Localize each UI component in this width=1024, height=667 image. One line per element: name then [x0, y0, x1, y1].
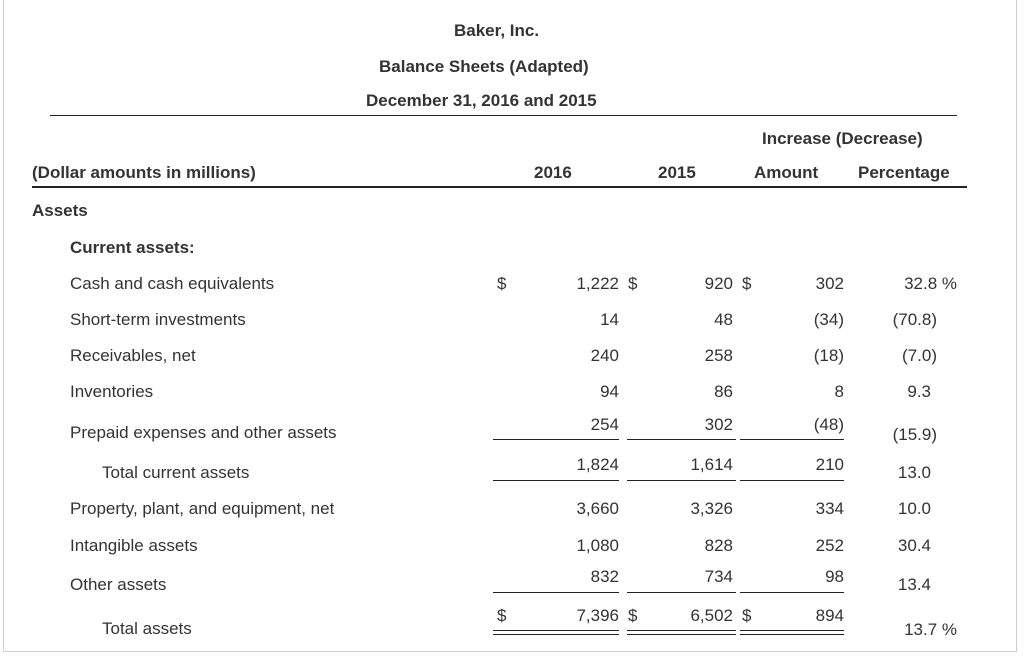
value-2016: 1,222: [576, 274, 619, 293]
value-percentage: 32.8 %: [904, 274, 957, 293]
total-rule-amount: [740, 480, 844, 481]
row-label-receivables: Receivables, net: [70, 346, 196, 365]
value-2016: 1,080: [576, 536, 619, 555]
value-amount: (18): [813, 346, 844, 365]
header-rule: [32, 186, 967, 188]
value-2015: 302: [704, 415, 733, 434]
value-2015: 828: [704, 536, 733, 555]
column-amount: Amount: [754, 163, 819, 182]
double-rule-2015-top: [627, 630, 736, 631]
currency-symbol: $: [742, 274, 752, 293]
value-2015: 6,502: [690, 606, 733, 625]
value-2016: 94: [600, 382, 619, 401]
value-2016: 14: [600, 310, 619, 329]
current-assets-heading: Current assets:: [70, 238, 195, 257]
value-2016: 240: [590, 346, 619, 365]
double-rule-amount-top: [740, 630, 844, 631]
currency-symbol: $: [628, 274, 638, 293]
row-label-intangible-assets: Intangible assets: [70, 536, 198, 555]
double-rule-2016-top: [493, 630, 619, 631]
row-label-inventories: Inventories: [70, 382, 154, 401]
value-percentage: 30.4: [897, 536, 931, 555]
value-2015: 3,326: [690, 499, 733, 518]
value-2015: 48: [714, 310, 733, 329]
value-amount: 302: [815, 274, 844, 293]
currency-symbol: $: [742, 606, 752, 625]
subtotal-rule-amount: [740, 592, 844, 593]
column-2016: 2016: [534, 163, 572, 182]
value-2016: 3,660: [576, 499, 619, 518]
value-amount: 252: [815, 536, 844, 555]
statement-period: December 31, 2016 and 2015: [366, 91, 597, 110]
row-label-ppe: Property, plant, and equipment, net: [70, 499, 335, 518]
assets-heading: Assets: [32, 201, 88, 220]
balance-sheet-document: [3, 0, 1017, 652]
statement-title: Balance Sheets (Adapted): [379, 57, 589, 76]
value-amount: 210: [815, 455, 844, 474]
value-2015: 734: [704, 567, 733, 586]
value-2016: 832: [590, 567, 619, 586]
value-percentage: 13.4: [897, 575, 931, 594]
title-rule: [50, 115, 957, 116]
value-2015: 86: [714, 382, 733, 401]
subtotal-rule-2016: [493, 592, 619, 593]
value-amount: (34): [813, 310, 844, 329]
currency-symbol: $: [497, 606, 507, 625]
currency-symbol: $: [497, 274, 507, 293]
row-label-total-assets: Total assets: [102, 619, 192, 638]
row-label-cash: Cash and cash equivalents: [70, 274, 275, 293]
value-amount: 894: [815, 606, 844, 625]
subtotal-rule-amount: [740, 439, 844, 440]
subtotal-rule-2015: [627, 592, 736, 593]
column-percentage: Percentage: [858, 163, 950, 182]
value-2016: 1,824: [576, 455, 619, 474]
value-percentage: (15.9): [892, 425, 937, 444]
row-label-short-term-investments: Short-term investments: [70, 310, 246, 329]
subtotal-rule-2015: [627, 439, 736, 440]
value-amount: 8: [834, 382, 844, 401]
value-percentage: 9.3: [907, 382, 931, 401]
double-rule-2016-bottom: [493, 634, 619, 635]
total-rule-2016: [493, 480, 619, 481]
value-percentage: (7.0): [902, 346, 937, 365]
value-2015: 258: [704, 346, 733, 365]
value-percentage: 10.0: [897, 499, 931, 518]
row-label-total-current-assets: Total current assets: [102, 463, 250, 482]
value-amount: 98: [825, 567, 844, 586]
row-label-prepaid-expenses: Prepaid expenses and other assets: [70, 423, 337, 442]
row-label-other-assets: Other assets: [70, 575, 167, 594]
dollar-amounts-label: (Dollar amounts in millions): [32, 163, 256, 182]
value-2015: 920: [704, 274, 733, 293]
value-percentage: 13.7 %: [904, 620, 957, 639]
value-amount: (48): [813, 415, 844, 434]
increase-decrease-heading: Increase (Decrease): [762, 129, 923, 148]
value-amount: 334: [815, 499, 844, 518]
value-2015: 1,614: [690, 455, 733, 474]
company-name: Baker, Inc.: [454, 21, 540, 40]
value-2016: 7,396: [576, 606, 619, 625]
total-rule-2015: [627, 480, 736, 481]
currency-symbol: $: [628, 606, 638, 625]
double-rule-amount-bottom: [740, 634, 844, 635]
column-2015: 2015: [658, 163, 696, 182]
value-2016: 254: [590, 415, 619, 434]
value-percentage: 13.0: [897, 463, 931, 482]
subtotal-rule-2016: [493, 439, 619, 440]
value-percentage: (70.8): [892, 310, 937, 329]
double-rule-2015-bottom: [627, 634, 736, 635]
